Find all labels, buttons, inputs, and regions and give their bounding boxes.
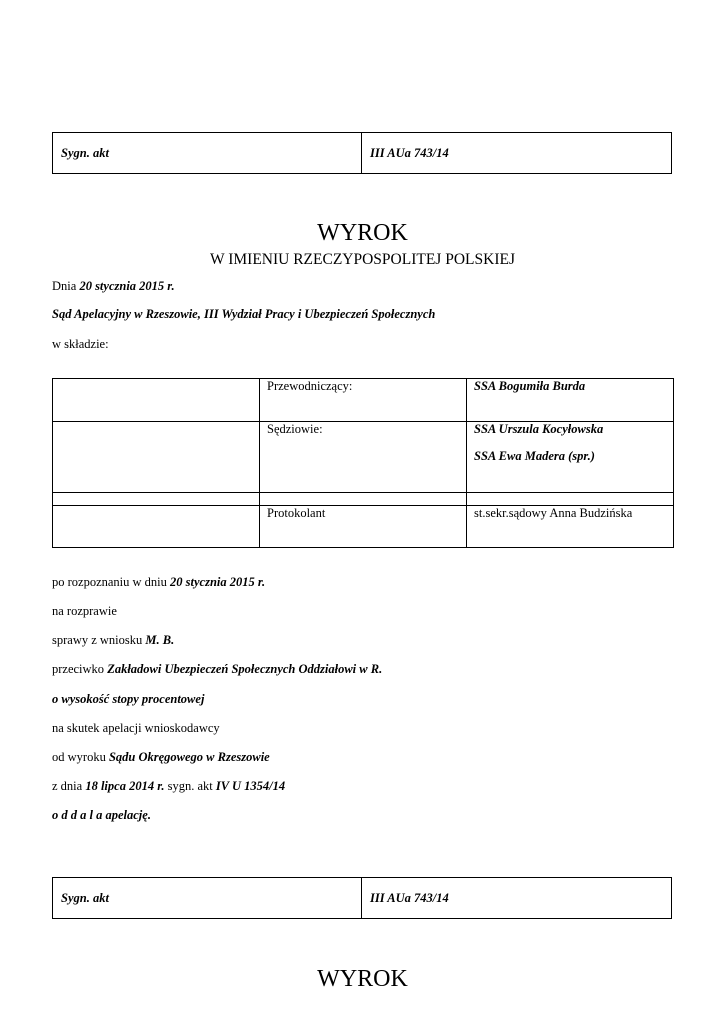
case-number-value: III AUa 743/14: [370, 145, 449, 160]
judges-label: Sędziowie:: [260, 422, 467, 493]
judges-names: [467, 422, 674, 493]
judge-1: SSA Urszula Kocyłowska: [474, 422, 604, 436]
lower-court-case-number: IV U 1354/14: [215, 779, 286, 793]
chair-name: SSA Bogumiła Burda: [467, 379, 674, 422]
applicant: M. B.: [145, 633, 175, 647]
body-line-3: sprawy z wniosku M. B.: [52, 633, 175, 647]
document-subtitle: W IMIENIU RZECZYPOSPOLITEJ POLSKIEJ: [210, 251, 515, 268]
body-line-6: na skutek apelacji wnioskodawcy: [52, 721, 220, 735]
date-line: [52, 279, 175, 294]
lower-court-date: 18 lipca 2014 r.: [85, 779, 165, 793]
respondent: Zakładowi Ubezpieczeń Społecznych Oddziałowi w R.: [107, 662, 383, 676]
clerk-label: Protokolant: [260, 506, 467, 548]
judgment-date: 20 stycznia 2015 r.: [79, 279, 175, 293]
chair-label: Przewodniczący:: [260, 379, 467, 422]
body-line-2: na rozprawie: [52, 604, 117, 618]
hearing-date: 20 stycznia 2015 r.: [170, 575, 266, 589]
clerk-name: st.sekr.sądowy Anna Budzińska: [467, 506, 674, 548]
judge-2: SSA Ewa Madera (spr.): [474, 449, 595, 463]
body-line-1: po rozpoznaniu w dniu 20 stycznia 2015 r.: [52, 575, 266, 589]
case-number-box-bottom: [52, 877, 672, 919]
verdict: o d d a l a apelację.: [52, 808, 151, 822]
document-title: WYROK: [317, 220, 408, 246]
body-line-8: z dnia 18 lipca 2014 r. sygn. akt IV U 1354/14: [52, 779, 286, 793]
body-line-5: o wysokość stopy procentowej: [52, 692, 205, 706]
date-prefix: Dnia: [52, 279, 80, 293]
composition-label: w składzie:: [52, 337, 109, 351]
court-name: Sąd Apelacyjny w Rzeszowie, III Wydział Pracy i Ubezpieczeń Społecznych: [52, 307, 436, 321]
document-title-2: WYROK: [317, 966, 408, 992]
lower-court: Sądu Okręgowego w Rzeszowie: [108, 750, 270, 764]
case-number-box-top: [52, 132, 672, 174]
body-line-4: przeciwko Zakładowi Ubezpieczeń Społecznych Oddziałowi w R.: [52, 662, 383, 676]
case-number-label: Sygn. akt: [53, 133, 362, 173]
panel-table: [52, 378, 674, 548]
case-number-label-2: Sygn. akt: [53, 878, 362, 918]
body-line-7: od wyroku Sądu Okręgowego w Rzeszowie: [52, 750, 270, 764]
case-number-value-2: III AUa 743/14: [370, 890, 449, 905]
